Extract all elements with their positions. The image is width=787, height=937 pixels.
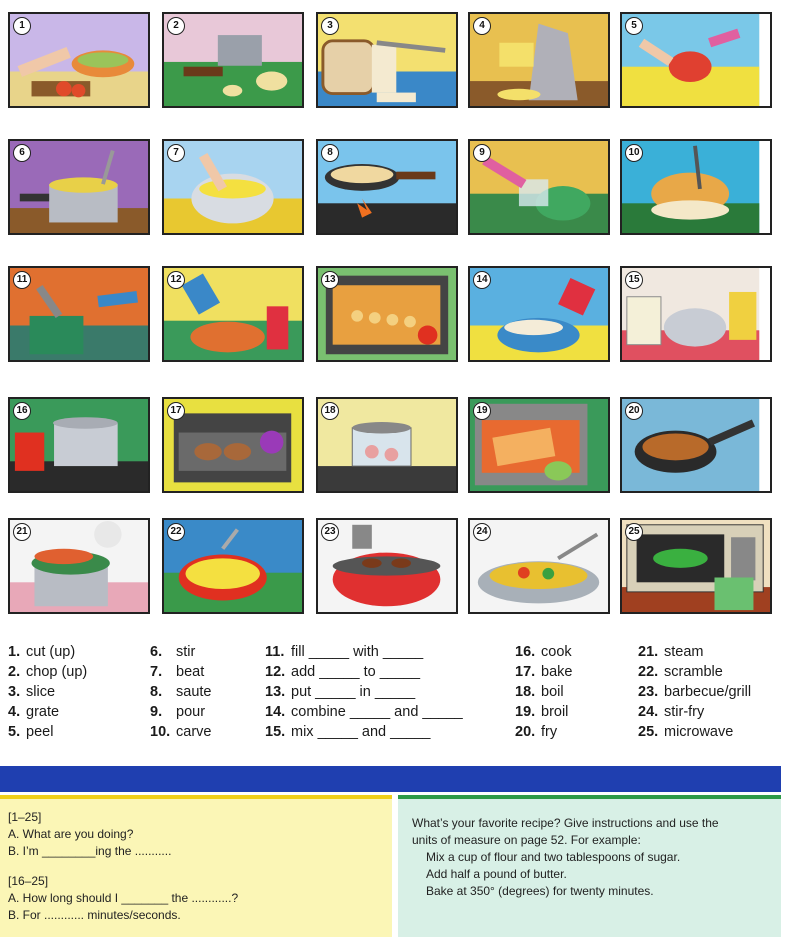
- vocab-term: fill _____ with _____: [291, 644, 424, 660]
- vocab-item: [8, 722, 87, 742]
- vocab-item: [515, 642, 572, 662]
- vocab-term: chop (up): [26, 664, 88, 680]
- panel-number: 22: [167, 523, 185, 541]
- vocab-number: 6.: [150, 644, 163, 660]
- panel-number: 6: [13, 144, 31, 162]
- illustration-panel-23: [316, 518, 458, 614]
- vocab-item: [638, 722, 751, 742]
- vocab-term: boil: [541, 684, 564, 700]
- illustration-panel-24: [468, 518, 610, 614]
- panel-number: 23: [321, 523, 339, 541]
- recipe-example-2: Add half a pound of butter.: [426, 867, 567, 881]
- vocab-column-3: [265, 642, 463, 742]
- practice-range-2: [16–25]: [8, 874, 49, 888]
- panel-number: 10: [625, 144, 643, 162]
- vocab-number: 14.: [265, 704, 286, 720]
- illustration-panel-6: [8, 139, 150, 235]
- vocab-term: add _____ to _____: [291, 664, 421, 680]
- vocab-item: [265, 702, 463, 722]
- practice-answer-b2: B. For ............ minutes/seconds.: [8, 908, 181, 922]
- panel-number: 19: [473, 402, 491, 420]
- panel-number: 20: [625, 402, 643, 420]
- panel-number: 13: [321, 271, 339, 289]
- illustration-panel-3: [316, 12, 458, 108]
- vocab-number: 9.: [150, 704, 163, 720]
- vocab-column-2: [150, 642, 211, 742]
- panel-number: 4: [473, 17, 491, 35]
- illustration-panel-2: [162, 12, 304, 108]
- vocab-term: stir: [176, 644, 196, 660]
- panel-number: 12: [167, 271, 185, 289]
- illustration-panel-22: [162, 518, 304, 614]
- vocab-term: peel: [26, 724, 54, 740]
- vocab-term: stir-fry: [664, 704, 705, 720]
- illustration-image: [622, 520, 770, 612]
- vocab-number: 25.: [638, 724, 659, 740]
- panel-number: 14: [473, 271, 491, 289]
- illustration-panel-12: [162, 266, 304, 362]
- vocab-item: [150, 682, 211, 702]
- vocab-item: [8, 702, 87, 722]
- vocab-number: 18.: [515, 684, 536, 700]
- panel-number: 9: [473, 144, 491, 162]
- illustration-image: [622, 268, 770, 360]
- illustration-image: [622, 141, 770, 233]
- panel-number: 25: [625, 523, 643, 541]
- illustration-panel-14: [468, 266, 610, 362]
- panel-number: 11: [13, 271, 31, 289]
- panel-number: 15: [625, 271, 643, 289]
- vocab-term: steam: [664, 644, 704, 660]
- illustration-panel-19: [468, 397, 610, 493]
- vocab-column-1: [8, 642, 87, 742]
- illustration-panel-4: [468, 12, 610, 108]
- vocab-item: [8, 642, 87, 662]
- vocab-term: barbecue/grill: [664, 684, 752, 700]
- panel-number: 24: [473, 523, 491, 541]
- vocab-term: microwave: [664, 724, 734, 740]
- vocab-term: beat: [176, 664, 205, 680]
- vocab-number: 1.: [8, 644, 21, 660]
- practice-question-a1: A. What are you doing?: [8, 827, 134, 841]
- vocab-number: 20.: [515, 724, 536, 740]
- vocab-term: slice: [26, 684, 56, 700]
- panel-number: 1: [13, 17, 31, 35]
- vocab-column-4: [515, 642, 572, 742]
- vocab-number: 8.: [150, 684, 163, 700]
- vocab-item: [8, 682, 87, 702]
- illustration-panel-20: [620, 397, 772, 493]
- illustration-panel-18: [316, 397, 458, 493]
- vocab-number: 13.: [265, 684, 286, 700]
- vocab-number: 22.: [638, 664, 659, 680]
- vocab-item: [638, 642, 751, 662]
- panel-number: 5: [625, 17, 643, 35]
- vocab-number: 3.: [8, 684, 21, 700]
- illustration-panel-17: [162, 397, 304, 493]
- vocab-item: [638, 682, 751, 702]
- panel-number: 7: [167, 144, 185, 162]
- vocab-number: 23.: [638, 684, 659, 700]
- vocab-number: 2.: [8, 664, 21, 680]
- practice-answer-b1: B. I’m ________ing the ...........: [8, 844, 172, 858]
- vocab-item: [150, 662, 211, 682]
- panel-number: 17: [167, 402, 185, 420]
- illustration-panel-5: [620, 12, 772, 108]
- vocab-item: [150, 722, 211, 742]
- illustration-panel-21: [8, 518, 150, 614]
- vocab-number: 16.: [515, 644, 536, 660]
- vocab-number: 21.: [638, 644, 659, 660]
- panel-number: 16: [13, 402, 31, 420]
- panel-number: 21: [13, 523, 31, 541]
- illustration-panel-7: [162, 139, 304, 235]
- vocab-term: cut (up): [26, 644, 76, 660]
- vocab-column-5: [638, 642, 751, 742]
- illustration-grid: [8, 8, 780, 618]
- vocab-term: grate: [26, 704, 60, 720]
- vocab-item: [638, 702, 751, 722]
- illustration-panel-10: [620, 139, 772, 235]
- practice-box: [0, 795, 392, 937]
- illustration-panel-16: [8, 397, 150, 493]
- vocab-term: fry: [541, 724, 558, 740]
- vocab-item: [265, 642, 463, 662]
- panel-number: 2: [167, 17, 185, 35]
- vocab-item: [515, 702, 572, 722]
- vocab-number: 17.: [515, 664, 536, 680]
- vocab-item: [150, 642, 211, 662]
- vocab-number: 24.: [638, 704, 659, 720]
- vocab-number: 12.: [265, 664, 286, 680]
- vocab-item: [265, 682, 463, 702]
- vocab-item: [638, 662, 751, 682]
- practice-range-1: [1–25]: [8, 810, 42, 824]
- vocab-term: broil: [541, 704, 569, 720]
- illustration-panel-25: [620, 518, 772, 614]
- vocab-term: scramble: [664, 664, 723, 680]
- vocab-item: [150, 702, 211, 722]
- illustration-image: [622, 399, 770, 491]
- illustration-panel-13: [316, 266, 458, 362]
- vocab-item: [515, 662, 572, 682]
- recipe-prompt-line-1: What’s your favorite recipe? Give instructions and use the: [412, 816, 719, 830]
- panel-number: 8: [321, 144, 339, 162]
- vocab-item: [8, 662, 87, 682]
- practice-question-a2: A. How long should I _______ the ............?: [8, 891, 239, 905]
- vocab-term: bake: [541, 664, 573, 680]
- illustration-panel-15: [620, 266, 772, 362]
- vocab-number: 7.: [150, 664, 163, 680]
- vocab-number: 19.: [515, 704, 536, 720]
- panel-number: 3: [321, 17, 339, 35]
- illustration-panel-9: [468, 139, 610, 235]
- vocab-number: 10.: [150, 724, 171, 740]
- vocab-term: saute: [176, 684, 212, 700]
- illustration-panel-8: [316, 139, 458, 235]
- vocab-item: [265, 722, 463, 742]
- vocab-term: pour: [176, 704, 206, 720]
- section-divider-band: [0, 766, 781, 792]
- vocab-number: 5.: [8, 724, 21, 740]
- illustration-image: [622, 14, 770, 106]
- vocab-term: mix _____ and _____: [291, 724, 431, 740]
- vocab-term: put _____ in _____: [291, 684, 416, 700]
- vocab-term: cook: [541, 644, 572, 660]
- recipe-example-3: Bake at 350° (degrees) for twenty minutes.: [426, 884, 654, 898]
- vocab-term: combine _____ and _____: [291, 704, 463, 720]
- recipe-example-1: Mix a cup of flour and two tablespoons of sugar.: [426, 850, 681, 864]
- panel-number: 18: [321, 402, 339, 420]
- vocab-number: 11.: [265, 644, 285, 660]
- illustration-panel-1: [8, 12, 150, 108]
- vocab-number: 4.: [8, 704, 21, 720]
- vocab-item: [515, 722, 572, 742]
- vocab-term: carve: [176, 724, 212, 740]
- recipe-box: [398, 795, 781, 937]
- vocab-number: 15.: [265, 724, 286, 740]
- illustration-panel-11: [8, 266, 150, 362]
- recipe-prompt-line-2: units of measure on page 52. For example:: [412, 833, 641, 847]
- vocab-item: [265, 662, 463, 682]
- vocab-item: [515, 682, 572, 702]
